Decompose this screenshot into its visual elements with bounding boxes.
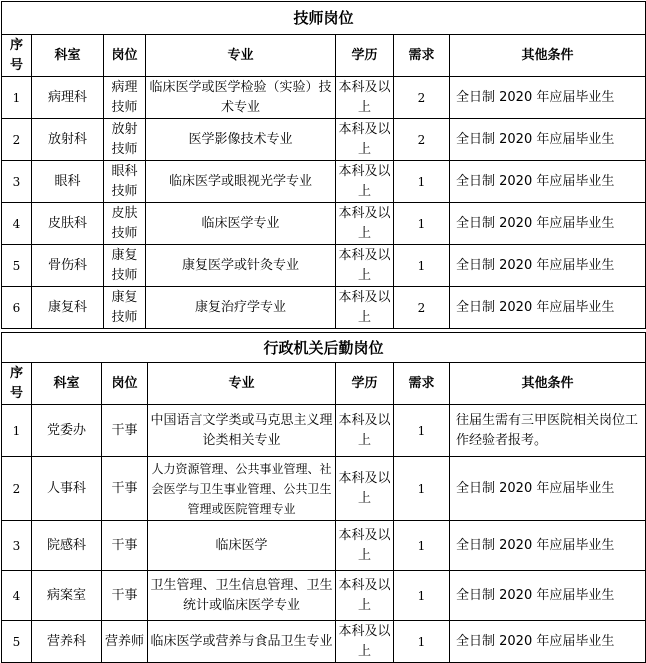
header-dept: 科室 — [32, 35, 104, 77]
table-row — [2, 457, 646, 521]
cell-need: 2 — [394, 287, 450, 329]
header-edu: 学历 — [336, 363, 394, 405]
cell-dept: 放射科 — [32, 119, 104, 161]
cell-other: 全日制 2020 年应届毕业生 — [450, 521, 646, 571]
cell-need: 1 — [394, 405, 450, 457]
cell-seq: 1 — [2, 77, 32, 119]
header-need: 需求 — [394, 35, 450, 77]
cell-post: 干事 — [102, 571, 148, 621]
cell-other: 全日制 2020 年应届毕业生 — [450, 621, 646, 663]
cell-seq: 4 — [2, 203, 32, 245]
cell-need: 1 — [394, 521, 450, 571]
cell-post: 康复技师 — [104, 245, 146, 287]
cell-other: 全日制 2020 年应届毕业生 — [450, 245, 646, 287]
header-major: 专业 — [148, 363, 336, 405]
cell-edu: 本科及以上 — [336, 571, 394, 621]
cell-need: 1 — [394, 161, 450, 203]
cell-need: 1 — [394, 621, 450, 663]
header-major: 专业 — [146, 35, 336, 77]
cell-seq: 3 — [2, 161, 32, 203]
cell-post: 眼科技师 — [104, 161, 146, 203]
cell-seq: 6 — [2, 287, 32, 329]
cell-other: 全日制 2020 年应届毕业生 — [450, 77, 646, 119]
cell-major: 临床医学或医学检验（实验）技术专业 — [146, 77, 336, 119]
technician-table — [1, 1, 646, 329]
cell-other: 全日制 2020 年应届毕业生 — [450, 571, 646, 621]
cell-need: 2 — [394, 119, 450, 161]
cell-major: 人力资源管理、公共事业管理、社会医学与卫生事业管理、公共卫生管理或医院管理专业 — [148, 457, 336, 521]
cell-dept: 骨伤科 — [32, 245, 104, 287]
cell-seq: 2 — [2, 119, 32, 161]
cell-major: 临床医学 — [148, 521, 336, 571]
cell-major: 中国语言文学类或马克思主义理论类相关专业 — [148, 405, 336, 457]
table-row — [2, 621, 646, 663]
cell-other: 全日制 2020 年应届毕业生 — [450, 119, 646, 161]
cell-edu: 本科及以上 — [336, 287, 394, 329]
cell-major: 医学影像技术专业 — [146, 119, 336, 161]
header-other: 其他条件 — [450, 35, 646, 77]
header-post: 岗位 — [104, 35, 146, 77]
table-row — [2, 119, 646, 161]
cell-edu: 本科及以上 — [336, 245, 394, 287]
cell-dept: 营养科 — [32, 621, 102, 663]
header-other: 其他条件 — [450, 363, 646, 405]
cell-post: 病理技师 — [104, 77, 146, 119]
table-row — [2, 77, 646, 119]
cell-post: 皮肤技师 — [104, 203, 146, 245]
cell-other: 全日制 2020 年应届毕业生 — [450, 161, 646, 203]
cell-need: 1 — [394, 457, 450, 521]
cell-seq: 5 — [2, 245, 32, 287]
table-row — [2, 405, 646, 457]
table-row — [2, 571, 646, 621]
cell-dept: 院感科 — [32, 521, 102, 571]
cell-edu: 本科及以上 — [336, 521, 394, 571]
cell-edu: 本科及以上 — [336, 621, 394, 663]
table-row — [2, 521, 646, 571]
cell-post: 营养师 — [102, 621, 148, 663]
header-edu: 学历 — [336, 35, 394, 77]
section-title: 技师岗位 — [2, 2, 646, 35]
cell-need: 1 — [394, 203, 450, 245]
cell-dept: 康复科 — [32, 287, 104, 329]
cell-major: 卫生管理、卫生信息管理、卫生统计或临床医学专业 — [148, 571, 336, 621]
cell-edu: 本科及以上 — [336, 77, 394, 119]
table-row — [2, 161, 646, 203]
cell-need: 1 — [394, 245, 450, 287]
table-row — [2, 245, 646, 287]
header-seq: 序号 — [2, 363, 32, 405]
cell-dept: 人事科 — [32, 457, 102, 521]
cell-other: 往届生需有三甲医院相关岗位工作经验者报考。 — [450, 405, 646, 457]
cell-edu: 本科及以上 — [336, 457, 394, 521]
cell-seq: 4 — [2, 571, 32, 621]
table-row — [2, 287, 646, 329]
header-post: 岗位 — [102, 363, 148, 405]
cell-major: 临床医学或营养与食品卫生专业 — [148, 621, 336, 663]
cell-post: 干事 — [102, 521, 148, 571]
cell-other: 全日制 2020 年应届毕业生 — [450, 457, 646, 521]
cell-post: 康复技师 — [104, 287, 146, 329]
cell-major: 康复医学或针灸专业 — [146, 245, 336, 287]
cell-dept: 病案室 — [32, 571, 102, 621]
cell-edu: 本科及以上 — [336, 405, 394, 457]
cell-seq: 3 — [2, 521, 32, 571]
header-need: 需求 — [394, 363, 450, 405]
table-row — [2, 203, 646, 245]
cell-edu: 本科及以上 — [336, 161, 394, 203]
cell-dept: 眼科 — [32, 161, 104, 203]
cell-need: 1 — [394, 571, 450, 621]
header-dept: 科室 — [32, 363, 102, 405]
cell-major: 康复治疗学专业 — [146, 287, 336, 329]
cell-seq: 2 — [2, 457, 32, 521]
cell-post: 干事 — [102, 457, 148, 521]
cell-dept: 皮肤科 — [32, 203, 104, 245]
section-title: 行政机关后勤岗位 — [2, 333, 646, 363]
cell-post: 放射技师 — [104, 119, 146, 161]
cell-other: 全日制 2020 年应届毕业生 — [450, 203, 646, 245]
cell-dept: 病理科 — [32, 77, 104, 119]
cell-post: 干事 — [102, 405, 148, 457]
cell-edu: 本科及以上 — [336, 119, 394, 161]
cell-edu: 本科及以上 — [336, 203, 394, 245]
cell-major: 临床医学或眼视光学专业 — [146, 161, 336, 203]
cell-need: 2 — [394, 77, 450, 119]
admin-table — [1, 332, 646, 663]
cell-seq: 5 — [2, 621, 32, 663]
header-seq: 序号 — [2, 35, 32, 77]
cell-other: 全日制 2020 年应届毕业生 — [450, 287, 646, 329]
cell-major: 临床医学专业 — [146, 203, 336, 245]
cell-seq: 1 — [2, 405, 32, 457]
cell-dept: 党委办 — [32, 405, 102, 457]
